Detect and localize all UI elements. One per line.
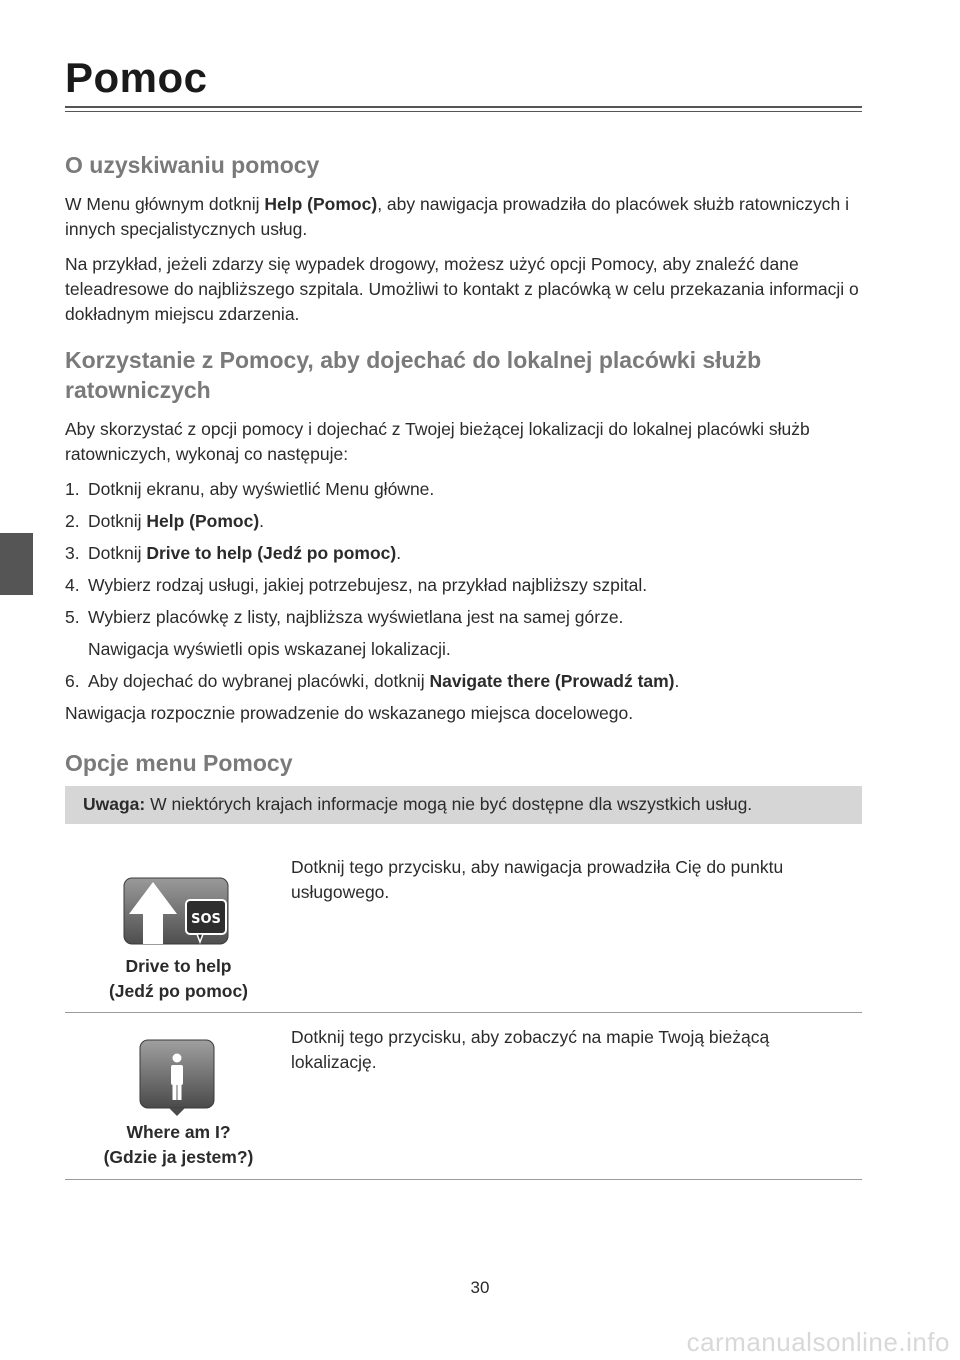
title-divider [65, 106, 862, 112]
watermark: carmanualsonline.info [686, 1327, 950, 1357]
paragraph-steps-intro: Aby skorzystać z opcji pomocy i dojechać z Twojej bieżącej lokalizacji do lokalnej placówki służb ratowniczych, wykonaj co następuje: [65, 419, 810, 464]
step-item: 1. Dotknij ekranu, aby wyświetlić Menu główne. [65, 479, 435, 499]
option-row-drive-to-help [65, 843, 862, 1013]
page-title: Pomoc [65, 54, 208, 101]
help-menu-term: Help (Pomoc) [264, 194, 378, 214]
option-row-where-am-i [65, 1013, 862, 1180]
drive-to-help-sos-icon[interactable] [123, 876, 233, 956]
option-description-drive-to-help: Dotknij tego przycisku, aby nawigacja prowadziła Cię do punktu usługowego. [291, 857, 784, 902]
step-item: 3. Dotknij Drive to help (Jedź po pomoc). [65, 543, 402, 563]
sos-badge-text: SOS [191, 912, 221, 927]
paragraph-about-help-2: Na przykład, jeżeli zdarzy się wypadek drogowy, możesz użyć opcji Pomocy, aby znaleźć dane teleadresowe do najbliższego szpitala. Umożliwi to kontakt z placówką w celu przekazania informacji o dokładnym miejscu zdarzenia. [65, 254, 859, 324]
page-number: 30 [470, 1278, 490, 1297]
where-am-i-person-icon[interactable] [138, 1038, 218, 1118]
note-label: Uwaga: [83, 794, 146, 814]
step-item: 2. Dotknij Help (Pomoc). [65, 511, 265, 531]
paragraph-about-help-1: W Menu głównym dotknij Help (Pomoc), aby nawigacja prowadziła do placówek służb ratowniczych i innych specjalistycznych usług. [65, 194, 849, 239]
step-item: 5. Wybierz placówkę z listy, najbliższa wyświetlana jest na samej górze. Nawigacja wyświetli opis wskazanej lokalizacji. [65, 605, 862, 662]
chapter-side-tab [0, 533, 33, 595]
note-box [65, 786, 862, 824]
step-sub-note: Nawigacja wyświetli opis wskazanej lokalizacji. [88, 639, 451, 659]
main-content [65, 150, 862, 790]
section-heading-about-help: O uzyskiwaniu pomocy [65, 152, 320, 178]
option-label-drive-to-help: Drive to help (Jedź po pomoc) [108, 956, 249, 1001]
note-text: W niektórych krajach informacje mogą nie być dostępne dla wszystkich usług. [145, 794, 753, 814]
paragraph-steps-outro: Nawigacja rozpocznie prowadzenie do wskazanego miejsca docelowego. [65, 703, 634, 723]
step-item: 6. Aby dojechać do wybranej placówki, dotknij Navigate there (Prowadź tam). [65, 671, 680, 691]
option-label-where-am-i: Where am I? (Gdzie ja jestem?) [103, 1122, 254, 1167]
section-heading-help-menu-options: Opcje menu Pomocy [65, 750, 293, 776]
option-description-where-am-i: Dotknij tego przycisku, aby zobaczyć na mapie Twoją bieżącą lokalizację. [291, 1027, 770, 1072]
section-heading-drive-to-help: Korzystanie z Pomocy, aby dojechać do lokalnej placówki służb ratowniczych [65, 347, 762, 403]
steps-list [65, 477, 862, 694]
step-item: 4. Wybierz rodzaj usługi, jakiej potrzebujesz, na przykład najbliższy szpital. [65, 575, 648, 595]
